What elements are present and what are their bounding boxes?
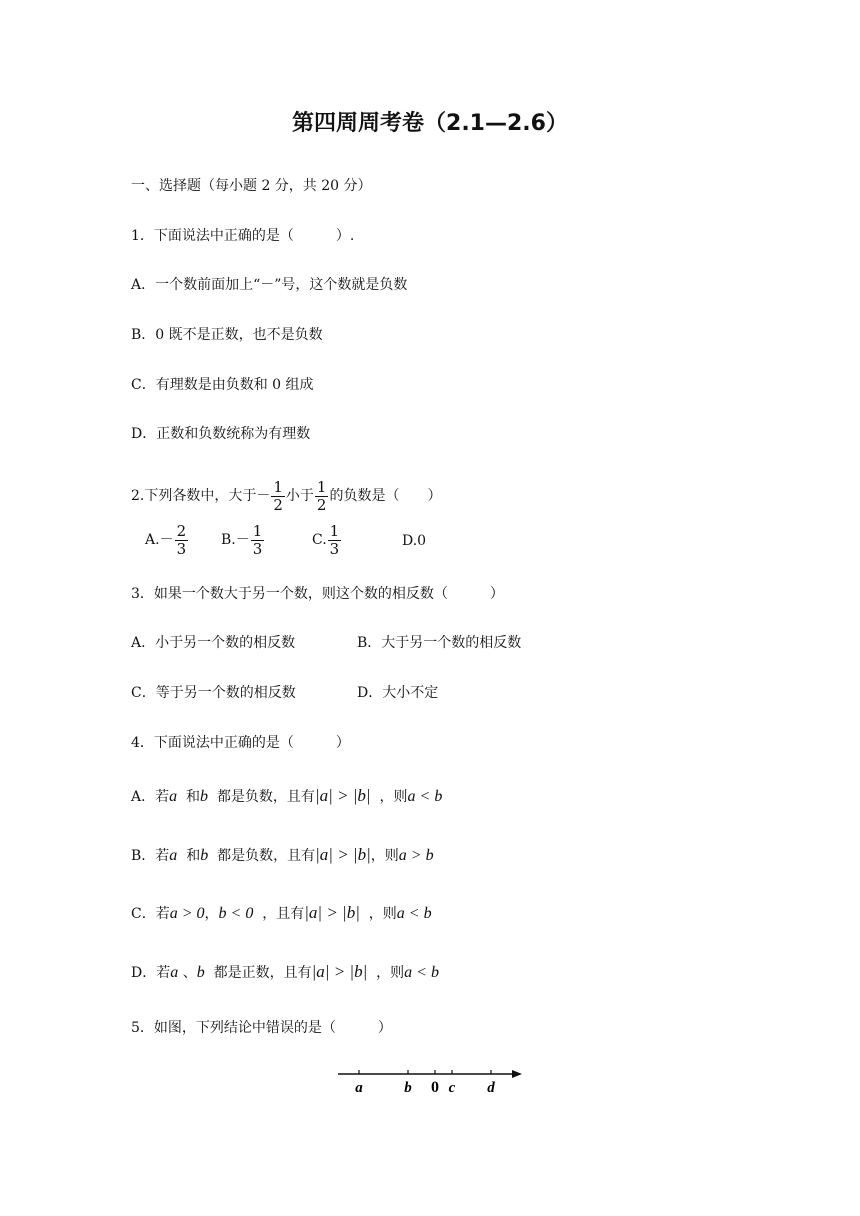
math-expression: a < b [407,788,443,805]
question-1-option-a: A．一个数前面加上“－”号，这个数就是负数 [131,277,408,293]
question-1-option-c: C．有理数是由负数和 0 组成 [131,377,314,393]
number-line-arrow [512,1070,522,1078]
option-label: B.－ [221,532,250,548]
question-2-option-d: D.0 [402,533,427,549]
option-label: C. [312,532,327,548]
fraction-numerator: 1 [273,477,283,496]
label-b: b [404,1080,412,1096]
question-2-stem-part1: 2.下列各数中，大于－ [131,488,271,504]
question-2-option-c [312,522,342,558]
question-1-option-d: D．正数和负数统称为有理数 [131,426,311,442]
question-1-stem: 1．下面说法中正确的是（ ）. [131,228,355,244]
math-expression: |a| > |b| [304,903,360,922]
math-var: b [200,788,209,805]
option-text: ，且有 [262,906,305,922]
option-text: ，则 [370,848,399,864]
question-2-stem [131,478,441,514]
fraction-denominator: 2 [316,495,327,514]
math-expression: |a| > |b| [315,845,371,864]
question-5-stem: 5．如图，下列结论中错误的是（ ） [131,1020,392,1036]
option-text: A．若 [131,789,170,805]
question-3-option-a: A．小于另一个数的相反数 [131,635,296,651]
math-var: b [200,847,209,864]
question-3-option-c: C．等于另一个数的相反数 [131,685,296,701]
option-text: ，则 [368,906,397,922]
label-d: d [487,1080,495,1096]
question-3-stem: 3．如果一个数大于另一个数，则这个数的相反数（ ） [131,586,504,602]
page-title: 第四周周考卷（2.1—2.6） [292,111,568,136]
question-1-option-b: B．0 既不是正数，也不是负数 [131,327,323,343]
fraction [251,523,265,558]
math-var: a [169,788,178,805]
label-zero: 0 [431,1079,439,1096]
section-heading: 一、选择题（每小题 2 分，共 20 分） [131,178,372,194]
fraction-half [271,479,285,514]
option-label: A.－ [145,532,174,548]
question-4-option-a [131,786,442,807]
option-text: ，则 [379,789,408,805]
math-expression: |a| > |b| [314,786,371,805]
question-4-stem: 4．下面说法中正确的是（ ） [131,735,350,751]
option-text: ， [204,906,219,922]
number-line-diagram [336,1062,526,1098]
option-text: 和 [186,848,201,864]
fraction [175,523,189,558]
option-text: 和 [186,789,201,805]
math-expression: a > b [398,847,434,864]
question-3-option-d: D．大小不定 [357,685,439,701]
option-text: 、 [182,965,197,981]
math-expression: |a| > |b| [311,962,368,981]
math-expression: a < b [404,964,439,981]
question-4-option-c [131,903,432,924]
question-2-stem-part3: 的负数是（ ） [329,488,442,504]
fraction-numerator: 1 [252,521,263,540]
math-expression: a > 0 [169,905,205,922]
question-4-option-b [131,845,434,866]
option-text: 都是负数，且有 [216,789,315,805]
fraction-denominator: 3 [176,539,187,558]
label-a: a [355,1080,363,1096]
math-expression: b < 0 [218,905,254,922]
fraction-half [315,479,329,514]
question-3-option-b: B．大于另一个数的相反数 [357,635,522,651]
option-text: ，则 [376,965,405,981]
math-expression: a < b [396,905,432,922]
fraction-denominator: 3 [252,539,263,558]
fraction-denominator: 3 [329,539,340,558]
fraction-numerator: 2 [176,521,187,540]
math-var: b [196,964,205,981]
option-text: D．若 [131,965,171,981]
fraction-numerator: 1 [316,477,327,496]
question-2-option-a [145,522,189,558]
option-text: 都是负数，且有 [217,848,316,864]
math-var: a [169,847,178,864]
fraction [328,523,342,558]
math-var: a [170,964,179,981]
fraction-numerator: 1 [329,521,340,540]
option-text: B．若 [131,848,170,864]
question-4-option-d [131,962,439,983]
option-text: C．若 [131,906,170,922]
label-c: c [448,1080,456,1096]
question-2-stem-part2: 小于 [285,488,314,504]
question-2-option-b [221,522,265,558]
fraction-denominator: 2 [273,495,283,514]
option-text: 都是正数，且有 [213,965,312,981]
